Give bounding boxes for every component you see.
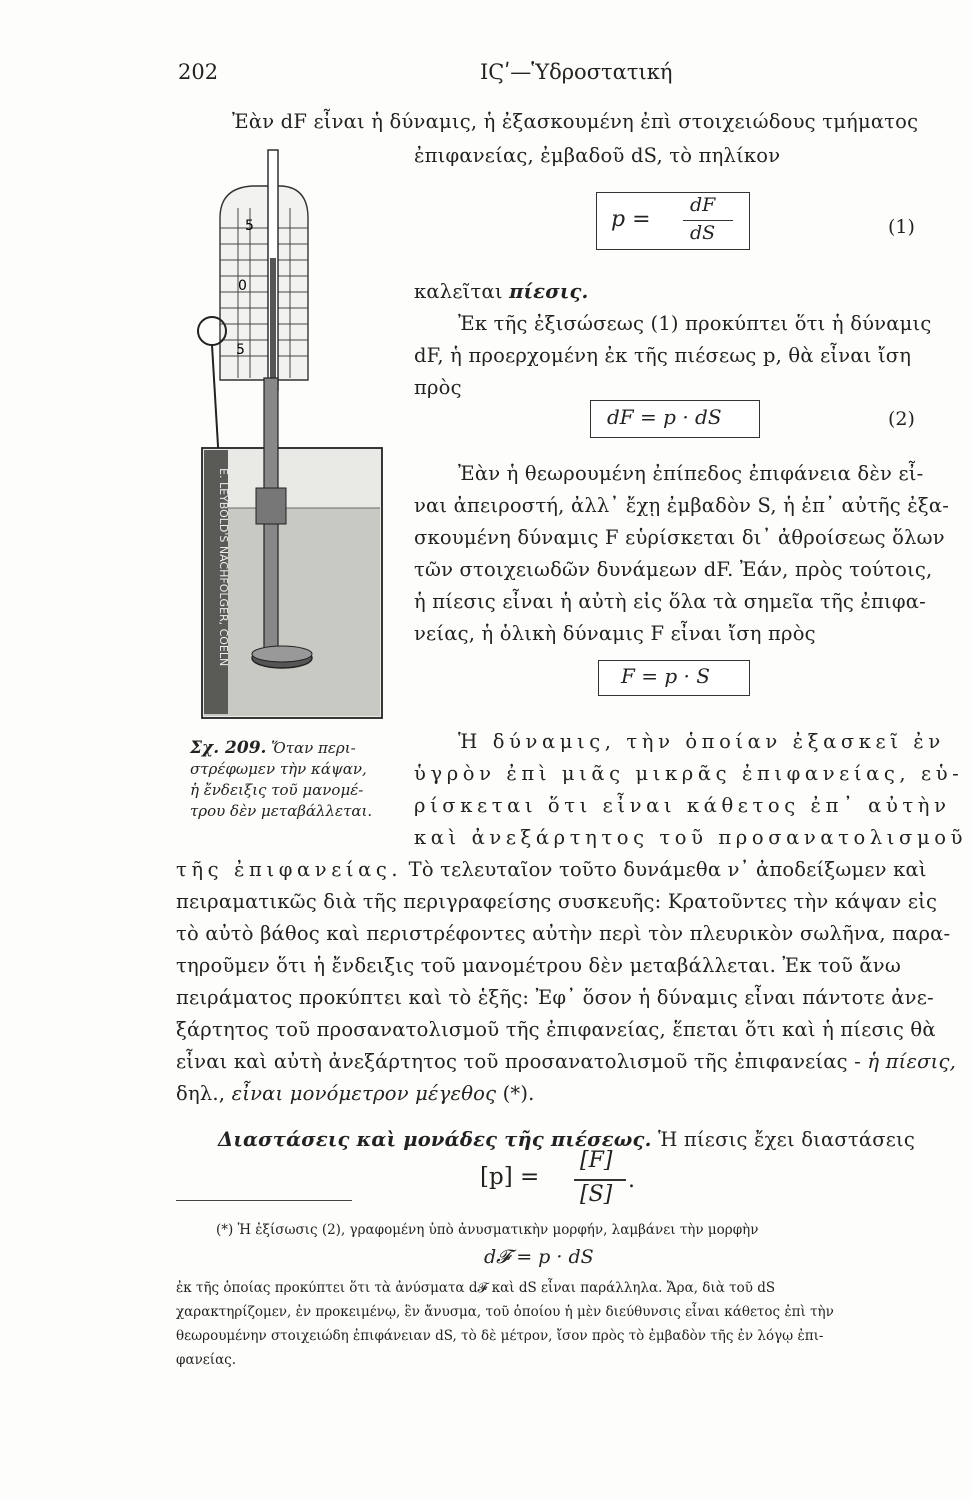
caption-label: Σχ. 209.	[190, 738, 267, 758]
eq4-numerator: [F]	[580, 1148, 613, 1173]
eq2-text: dF = p · dS	[607, 405, 722, 429]
eq1-numerator: dF	[690, 194, 716, 216]
para3-line5: ἡ πίεσις εἶναι ἡ αὐτὴ εἰς ὅλα τὰ σημεῖα τῆς ἐπιφα-	[414, 590, 926, 613]
footnote-line1: (*) Ἡ ἐξίσωσις (2), γραφομένη ὑπὸ ἀνυσματικὴν μορφήν, λαμβάνει τὴν μορφὴν	[216, 1222, 759, 1238]
eq2-number: (2)	[888, 408, 915, 430]
footnote-line5: φανείας.	[176, 1352, 237, 1368]
para4-line6: πειραματικῶς διὰ τῆς περιγραφείσης συσκευῆς: Κρατοῦντες τὴν κάψαν εἰς	[176, 890, 938, 913]
equation-2-box	[590, 400, 760, 438]
para4-line3: ρίσκεται ὅτι εἶναι κάθετος ἐπ᾽ αὐτὴν	[414, 794, 951, 817]
para4-line9: πειράματος προκύπτει καὶ τὸ ἑξῆς: Ἐφ᾽ ὅσον ἡ δύναμις εἶναι πάντοτε ἀνε-	[176, 986, 934, 1009]
figure-manometer-apparatus	[190, 148, 402, 738]
para3-line6: νείας, ἡ ὁλικὴ δύναμις F εἶναι ἴση πρὸς	[414, 622, 816, 645]
para2-line4: πρὸς	[414, 376, 462, 399]
caption-line1: Σχ. 209. Ὅταν περι-	[190, 738, 356, 758]
italic-scalar-statement: εἶναι μονόμετρον μέγεθος	[231, 1082, 497, 1105]
equation-4	[480, 1148, 660, 1212]
para4-line10: ξάρτητος τοῦ προσανατολισμοῦ τῆς ἐπιφανείας, ἕπεται ὅτι καὶ ἡ πίεσις θὰ	[176, 1018, 936, 1041]
running-title: ΙϚʹ—Ὑδροστατική	[480, 60, 673, 84]
para4-line4: καὶ ἀνεξάρτητος τοῦ προσανατολισμοῦ	[414, 826, 968, 849]
equation-1-box	[596, 192, 750, 250]
para2-line1	[414, 276, 589, 308]
footnote-equation: d𝓕 = p · dS	[484, 1246, 594, 1268]
eq1-number: (1)	[888, 216, 915, 238]
para2-line2: Ἐκ τῆς ἐξισώσεως (1) προκύπτει ὅτι ἡ δύναμις	[458, 312, 932, 335]
para4-line7: τὸ αὐτὸ βάθος καὶ περιστρέφοντες αὐτὴν περὶ τὸν πλευρικὸν σωλῆνα, παρα-	[176, 922, 951, 945]
jar-maker-label: E. LEYBOLD'S NACHFOLGER, COELN	[217, 468, 230, 667]
manometer-fluid	[270, 258, 276, 388]
para4-line2: ὑγρὸν ἐπὶ μιᾶς μικρᾶς ἐπιφανείας, εὑ-	[414, 762, 964, 785]
para4-spaced-text: τῆς ἐπιφανείας.	[176, 858, 403, 881]
para4-line5: τῆς ἐπιφανείας. Τὸ τελευταῖον τοῦτο δυνάμεθα ν᾽ ἀποδείξωμεν καὶ	[176, 858, 927, 881]
footnote-line4: θεωρουμένην στοιχειώδη ἐπιφάνειαν dS, τὸ δὲ μέτρον, ἴσον πρὸς τὸ ἐμβαδὸν τῆς ἐν λόγῳ ἐπι-	[176, 1328, 824, 1344]
para2-text: καλεῖται	[414, 280, 510, 303]
footnote-line3: χαρακτηρίζομεν, ἐν προκειμένῳ, ἓν ἄνυσμα, τοῦ ὁποίου ἡ μὲν διεύθυνσις εἶναι κάθετος ἐπὶ τὴν	[176, 1304, 834, 1320]
para1-line2: ἐπιφανείας, ἐμβαδοῦ dS, τὸ πηλίκον	[414, 144, 781, 167]
page-number: 202	[178, 60, 219, 84]
para3-line1: Ἐὰν ἡ θεωρουμένη ἐπίπεδος ἐπιφάνεια δὲν εἶ-	[458, 462, 924, 485]
caption-line2: στρέφωμεν τὴν κάψαν,	[190, 760, 367, 778]
para4-line12: δηλ., εἶναι μονόμετρον μέγεθος (*).	[176, 1082, 535, 1105]
eq1-denominator: dS	[690, 222, 716, 244]
para4-line11: εἶναι καὶ αὐτὴ ἀνεξάρτητος τοῦ προσανατολισμοῦ τῆς ἐπιφανείας - ἡ πίεσις,	[176, 1050, 957, 1073]
para4-line1: Ἡ δύναμις, τὴν ὁποίαν ἐξασκεῖ ἐν	[458, 730, 945, 753]
section-title: Διαστάσεις καὶ μονάδες τῆς πιέσεως.	[218, 1128, 652, 1151]
equation-3-box	[598, 660, 750, 696]
footnote-rule	[176, 1200, 352, 1201]
para3-line3: σκουμένη δύναμις F εὑρίσκεται δι᾽ ἀθροίσεως ὅλων	[414, 526, 945, 549]
eq3-text: F = p · S	[621, 664, 710, 688]
eq4-denominator: [S]	[580, 1182, 613, 1207]
scale-label-bottom: 5	[236, 342, 245, 358]
para4-line8: τηροῦμεν ὅτι ἡ ἔνδειξις τοῦ μανομέτρου δὲν μεταβάλλεται. Ἐκ τοῦ ἄνω	[176, 954, 901, 977]
tube-clamp	[256, 488, 286, 524]
term-piesis: πίεσις.	[509, 280, 589, 303]
para3-line4: τῶν στοιχειωδῶν δυνάμεων dF. Ἐάν, πρὸς τούτοις,	[414, 558, 933, 581]
caption-line4: τρου δὲν μεταβάλλεται.	[190, 802, 373, 820]
capsule-membrane	[252, 646, 312, 662]
eq4-fraction-bar	[574, 1179, 626, 1181]
eq4-period: .	[628, 1168, 635, 1193]
scale-label-top: 5	[245, 218, 254, 234]
section-line: Διαστάσεις καὶ μονάδες τῆς πιέσεως. Ἡ πίεσις ἔχει διαστάσεις	[218, 1128, 915, 1151]
eq1-lhs: p =	[611, 207, 651, 232]
para3-line2: ναι ἀπειροστή, ἀλλ᾽ ἔχῃ ἐμβαδὸν S, ἡ ἐπ᾽ αὐτῆς ἐξα-	[414, 494, 950, 517]
eq4-lhs: [p] =	[480, 1164, 540, 1190]
figure-caption	[190, 738, 372, 822]
para2-line3: dF, ἡ προερχομένη ἐκ τῆς πιέσεως p, θὰ εἶναι ἴση	[414, 344, 912, 367]
scale-label-zero: 0	[238, 278, 247, 294]
caption-line3: ἡ ἔνδειξις τοῦ μανομέ-	[190, 781, 364, 799]
para1-line1: Ἐὰν dF εἶναι ἡ δύναμις, ἡ ἐξασκουμένη ἐπὶ στοιχειώδους τμήματος	[232, 110, 919, 133]
scale-board	[220, 186, 308, 380]
italic-statement: ἡ πίεσις,	[867, 1050, 957, 1073]
footnote-line2: ἐκ τῆς ὁποίας προκύπτει ὅτι τὰ ἀνύσματα d𝓕 καὶ dS εἶναι παράλληλα. Ἄρα, διὰ τοῦ dS	[176, 1280, 776, 1296]
